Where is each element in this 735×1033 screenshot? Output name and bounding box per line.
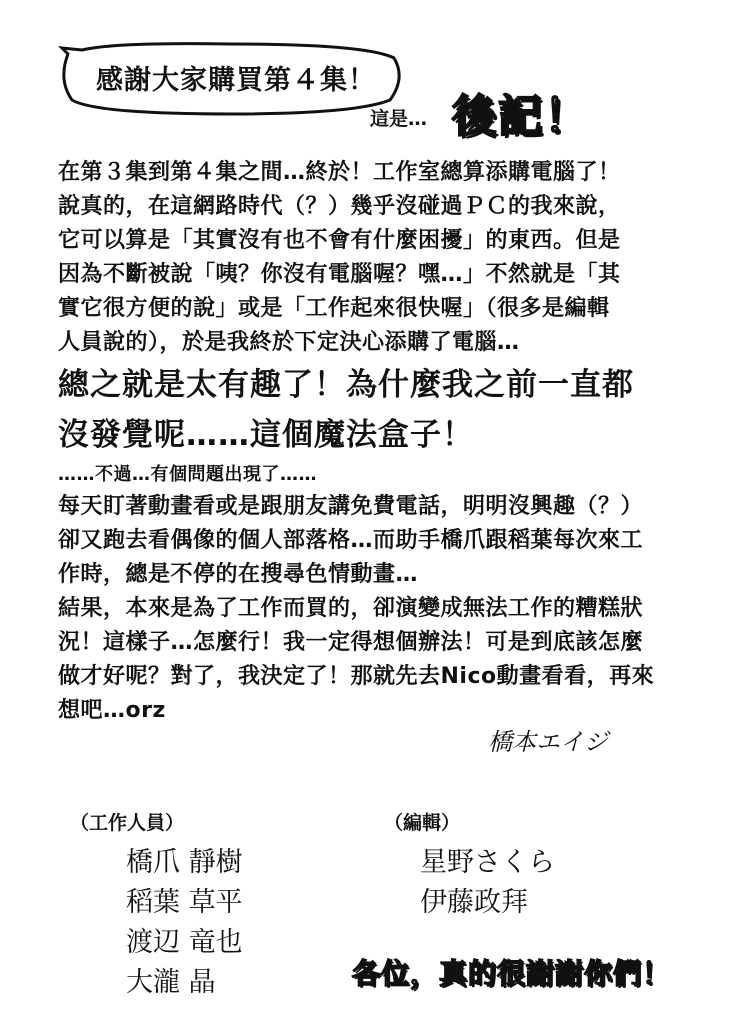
text-line: 做才好呢？對了，我決定了！那就先去Nico動畫看看，再來 xyxy=(58,664,655,689)
staff-list xyxy=(126,843,243,1003)
emphasis-line: 總之就是太有趣了！為什麼我之前一直都 xyxy=(58,367,634,403)
author-signature: 橋本エイジ xyxy=(488,728,608,756)
this-is-label: 這是… xyxy=(370,108,428,130)
text-line: 在第３集到第４集之間…終於！工作室總算添購電腦了！ xyxy=(58,160,621,185)
text-line: 卻又跑去看偶像的個人部落格…而助手橋爪跟稻葉每次來工 xyxy=(58,528,644,553)
text-line: 說真的，在這網路時代（？）幾乎沒碰過ＰＣ的我來說， xyxy=(58,194,621,219)
text-line: 結果，本來是為了工作而買的，卻演變成無法工作的糟糕狀 xyxy=(58,596,644,621)
text-line: 想吧…orz xyxy=(58,698,166,723)
editor-heading: （編輯） xyxy=(384,812,461,834)
emphasis-line: 沒發覺呢……這個魔法盒子！ xyxy=(58,417,474,453)
staff-heading: （工作人員） xyxy=(70,812,185,834)
staff-name: 大瀧 晶 xyxy=(126,967,216,998)
staff-name: 橋爪 靜樹 xyxy=(126,847,243,878)
afterword-heading: 後記！ xyxy=(452,91,590,142)
text-line: 況！這樣子…怎麼行！我一定得想個辦法！可是到底該怎麼 xyxy=(58,630,644,655)
editor-name: 伊藤政拜 xyxy=(420,887,528,918)
text-line: 作時，總是不停的在搜尋色情動畫… xyxy=(58,562,419,587)
title-speech-bubble xyxy=(56,40,406,118)
text-line: ……不過…有個問題出現了…… xyxy=(58,464,317,485)
bubble-title: 感謝大家購買第４集！ xyxy=(96,65,376,96)
staff-name: 渡辺 竜也 xyxy=(126,927,243,958)
afterword-text xyxy=(58,156,678,728)
staff-name: 稻葉 草平 xyxy=(126,887,243,918)
text-line: 它可以算是「其實沒有也不會有什麼困擾」的東西。但是 xyxy=(58,228,621,253)
text-line: 人員說的），於是我終於下定決心添購了電腦… xyxy=(58,330,520,355)
text-line: 實它很方便的說」或是「工作起來很快喔」（很多是編輯 xyxy=(58,296,610,321)
editor-name: 星野さくら xyxy=(420,847,555,878)
text-line: 每天盯著動畫看或是跟朋友講免費電話，明明沒興趣（？） xyxy=(58,494,644,519)
editor-list xyxy=(420,843,555,923)
closing-thanks: 各位，真的很謝謝你們！ xyxy=(352,957,672,990)
text-line: 因為不斷被說「咦？你沒有電腦喔？嘿…」不然就是「其 xyxy=(58,262,621,287)
